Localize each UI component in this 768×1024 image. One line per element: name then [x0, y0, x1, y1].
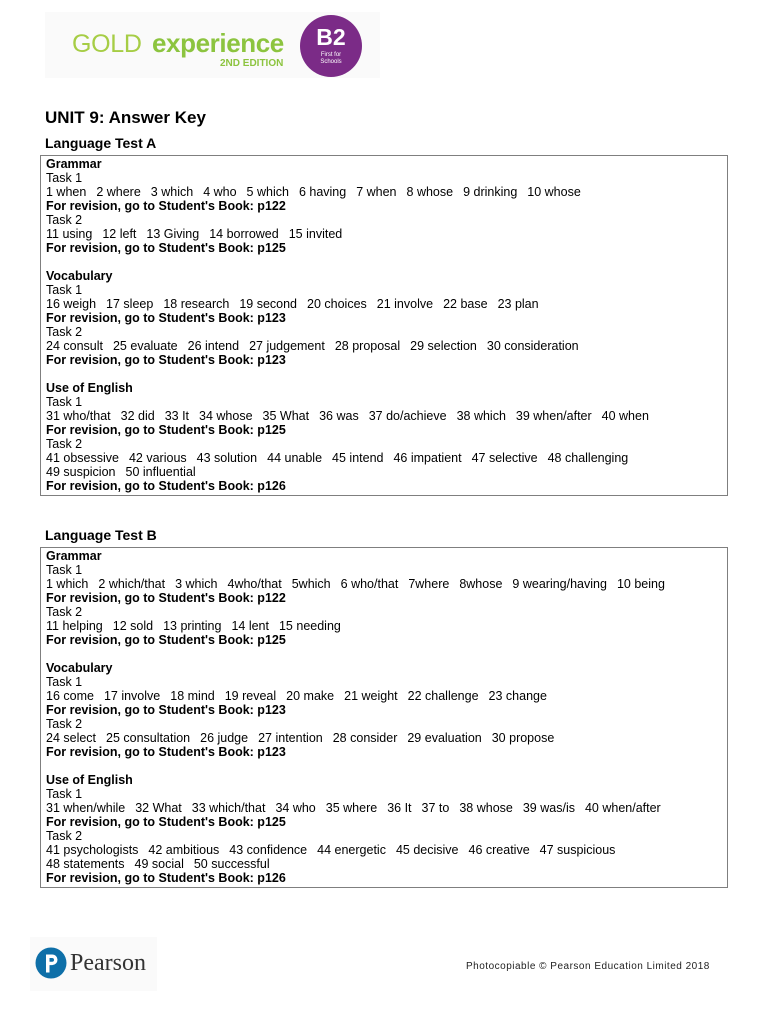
answer-line	[46, 857, 722, 871]
answer-item: 20 make	[286, 689, 335, 703]
answer-item: 42 ambitious	[148, 843, 220, 857]
answer-item: 36 was	[319, 409, 359, 423]
test-b-heading: Language Test B	[45, 527, 157, 543]
answer-item: 43 solution	[196, 451, 258, 465]
answer-item: 42 various	[128, 451, 187, 465]
section-grammar	[46, 157, 722, 255]
revision-note: For revision, go to Student's Book: p126	[46, 871, 286, 885]
answer-item: 16 come	[46, 689, 94, 703]
revision-note: For revision, go to Student's Book: p125	[46, 423, 286, 437]
section-grammar	[46, 549, 722, 647]
level-badge	[300, 15, 362, 77]
answer-item: 12 sold	[112, 619, 154, 633]
answer-item: 50 influential	[125, 465, 196, 479]
answer-item: 13 printing	[163, 619, 222, 633]
answer-item: 8 whose	[406, 185, 454, 199]
answer-item: 48 challenging	[547, 451, 629, 465]
revision-note: For revision, go to Student's Book: p122	[46, 199, 286, 213]
answer-item: 44 unable	[267, 451, 323, 465]
test-a-heading: Language Test A	[45, 135, 157, 151]
answer-item: 32 What	[135, 801, 182, 815]
answer-item: 15 needing	[278, 619, 341, 633]
task-label: Task 2	[46, 437, 83, 451]
revision-note: For revision, go to Student's Book: p125	[46, 815, 286, 829]
answer-item: 14 lent	[231, 619, 269, 633]
answer-item: 28 proposal	[334, 339, 401, 353]
revision-note: For revision, go to Student's Book: p123	[46, 703, 286, 717]
answer-item: 5 which	[246, 185, 289, 199]
answer-item: 4 who	[203, 185, 237, 199]
answer-item: 20 choices	[307, 297, 367, 311]
answer-item: 44 energetic	[317, 843, 386, 857]
section-vocabulary	[46, 661, 722, 759]
answer-item: 16 weigh	[46, 297, 97, 311]
answer-item: 39 when/after	[515, 409, 592, 423]
answer-item: 4who/that	[227, 577, 282, 591]
page-title: UNIT 9: Answer Key	[45, 108, 206, 127]
answer-box-test-b	[40, 547, 728, 888]
answer-item: 9 drinking	[463, 185, 518, 199]
answer-item: 6 who/that	[340, 577, 399, 591]
answer-item: 22 base	[443, 297, 488, 311]
answer-item: 13 Giving	[146, 227, 200, 241]
answer-item: 34 who	[275, 801, 316, 815]
answer-item: 11 helping	[46, 619, 103, 633]
answer-line	[46, 451, 722, 465]
revision-note: For revision, go to Student's Book: p122	[46, 591, 286, 605]
section-use-of-english	[46, 381, 722, 493]
answer-item: 47 suspicious	[539, 843, 616, 857]
revision-note: For revision, go to Student's Book: p123	[46, 353, 286, 367]
answer-line	[46, 409, 722, 423]
answer-item: 22 challenge	[407, 689, 479, 703]
answer-item: 3 which	[150, 185, 194, 199]
answer-item: 45 intend	[332, 451, 384, 465]
answer-item: 10 whose	[527, 185, 581, 199]
answer-item: 31 who/that	[46, 409, 111, 423]
answer-item: 10 being	[616, 577, 665, 591]
answer-item: 8whose	[459, 577, 503, 591]
level-badge-subtitle-line1: First for	[320, 52, 342, 58]
answer-item: 37 do/achieve	[368, 409, 447, 423]
answer-line	[46, 185, 722, 199]
answer-item: 45 decisive	[395, 843, 459, 857]
answer-item: 17 involve	[103, 689, 161, 703]
answer-item: 9 wearing/having	[512, 577, 607, 591]
answer-item: 46 creative	[468, 843, 530, 857]
answer-item: 26 judge	[200, 731, 249, 745]
task-label: Task 1	[46, 171, 83, 185]
section-heading: Vocabulary	[46, 661, 113, 675]
answer-item: 35 where	[325, 801, 378, 815]
answer-item: 34 whose	[199, 409, 253, 423]
answer-item: 2 where	[96, 185, 141, 199]
answer-item: 14 borrowed	[209, 227, 279, 241]
answer-item: 19 reveal	[224, 689, 277, 703]
answer-item: 49 suspicion	[46, 465, 116, 479]
task-label: Task 2	[46, 213, 83, 227]
level-badge-subtitle-line2: Schools	[320, 59, 342, 65]
answer-line	[46, 339, 722, 353]
answer-item: 1 when	[46, 185, 87, 199]
answer-item: 35 What	[262, 409, 310, 423]
answer-item: 43 confidence	[229, 843, 308, 857]
answer-item: 25 consultation	[106, 731, 191, 745]
answer-item: 7 when	[356, 185, 397, 199]
answer-line	[46, 731, 722, 745]
pearson-logo-icon	[35, 947, 67, 979]
answer-item: 27 intention	[258, 731, 323, 745]
section-use-of-english	[46, 773, 722, 885]
answer-item: 23 change	[488, 689, 547, 703]
answer-item: 27 judgement	[249, 339, 325, 353]
answer-item: 50 successful	[193, 857, 270, 871]
section-heading: Use of English	[46, 773, 133, 787]
answer-item: 32 did	[120, 409, 155, 423]
answer-item: 3 which	[175, 577, 218, 591]
answer-item: 11 using	[46, 227, 93, 241]
revision-note: For revision, go to Student's Book: p123	[46, 311, 286, 325]
logo-experience-text: experience	[152, 28, 284, 58]
revision-note: For revision, go to Student's Book: p123	[46, 745, 286, 759]
answer-item: 30 consideration	[486, 339, 579, 353]
answer-line	[46, 689, 722, 703]
answer-item: 24 consult	[46, 339, 103, 353]
answer-item: 29 evaluation	[407, 731, 482, 745]
task-label: Task 2	[46, 325, 83, 339]
answer-item: 48 statements	[46, 857, 125, 871]
answer-item: 41 obsessive	[46, 451, 119, 465]
task-label: Task 2	[46, 717, 83, 731]
answer-box-test-a	[40, 155, 728, 496]
answer-item: 21 involve	[376, 297, 434, 311]
copyright-notice: Photocopiable © Pearson Education Limited 2018	[466, 961, 710, 972]
answer-item: 26 intend	[187, 339, 240, 353]
task-label: Task 1	[46, 675, 83, 689]
revision-note: For revision, go to Student's Book: p126	[46, 479, 286, 493]
answer-line	[46, 577, 722, 591]
task-label: Task 1	[46, 563, 83, 577]
answer-item: 6 having	[298, 185, 347, 199]
task-label: Task 2	[46, 829, 83, 843]
answer-item: 33 which/that	[191, 801, 266, 815]
answer-item: 24 select	[46, 731, 97, 745]
answer-line	[46, 801, 722, 815]
task-label: Task 2	[46, 605, 83, 619]
revision-note: For revision, go to Student's Book: p125	[46, 633, 286, 647]
pearson-wordmark: Pearson	[70, 950, 146, 976]
answer-item: 28 consider	[332, 731, 398, 745]
answer-item: 17 sleep	[106, 297, 154, 311]
answer-item: 40 when/after	[584, 801, 661, 815]
answer-item: 36 It	[387, 801, 412, 815]
answer-line	[46, 227, 722, 241]
answer-item: 46 impatient	[393, 451, 462, 465]
answer-item: 1 which	[46, 577, 89, 591]
answer-item: 25 evaluate	[112, 339, 178, 353]
section-heading: Grammar	[46, 157, 102, 171]
answer-item: 18 research	[163, 297, 230, 311]
answer-line	[46, 297, 722, 311]
answer-item: 37 to	[421, 801, 450, 815]
section-heading: Use of English	[46, 381, 133, 395]
level-badge-label: B2	[316, 24, 346, 50]
logo-edition-text: 2ND EDITION	[220, 58, 284, 69]
task-label: Task 1	[46, 787, 83, 801]
answer-item: 38 whose	[459, 801, 513, 815]
section-heading: Grammar	[46, 549, 102, 563]
answer-item: 47 selective	[471, 451, 538, 465]
answer-item: 18 mind	[170, 689, 215, 703]
answer-line	[46, 619, 722, 633]
task-label: Task 1	[46, 283, 83, 297]
answer-item: 12 left	[102, 227, 137, 241]
answer-line	[46, 843, 722, 857]
answer-item: 23 plan	[497, 297, 539, 311]
answer-line	[46, 465, 722, 479]
answer-item: 2 which/that	[98, 577, 166, 591]
section-heading: Vocabulary	[46, 269, 113, 283]
answer-item: 40 when	[601, 409, 649, 423]
answer-item: 15 invited	[288, 227, 343, 241]
answer-item: 30 propose	[491, 731, 555, 745]
answer-item: 19 second	[239, 297, 298, 311]
answer-item: 7where	[408, 577, 450, 591]
answer-item: 5which	[291, 577, 331, 591]
answer-item: 41 psychologists	[46, 843, 139, 857]
answer-item: 31 when/while	[46, 801, 126, 815]
answer-item: 38 which	[456, 409, 506, 423]
answer-item: 39 was/is	[522, 801, 575, 815]
section-vocabulary	[46, 269, 722, 367]
answer-item: 21 weight	[344, 689, 398, 703]
logo-gold-text: GOLD	[72, 30, 142, 58]
task-label: Task 1	[46, 395, 83, 409]
answer-item: 49 social	[134, 857, 184, 871]
answer-item: 29 selection	[410, 339, 477, 353]
answer-item: 33 It	[164, 409, 190, 423]
revision-note: For revision, go to Student's Book: p125	[46, 241, 286, 255]
